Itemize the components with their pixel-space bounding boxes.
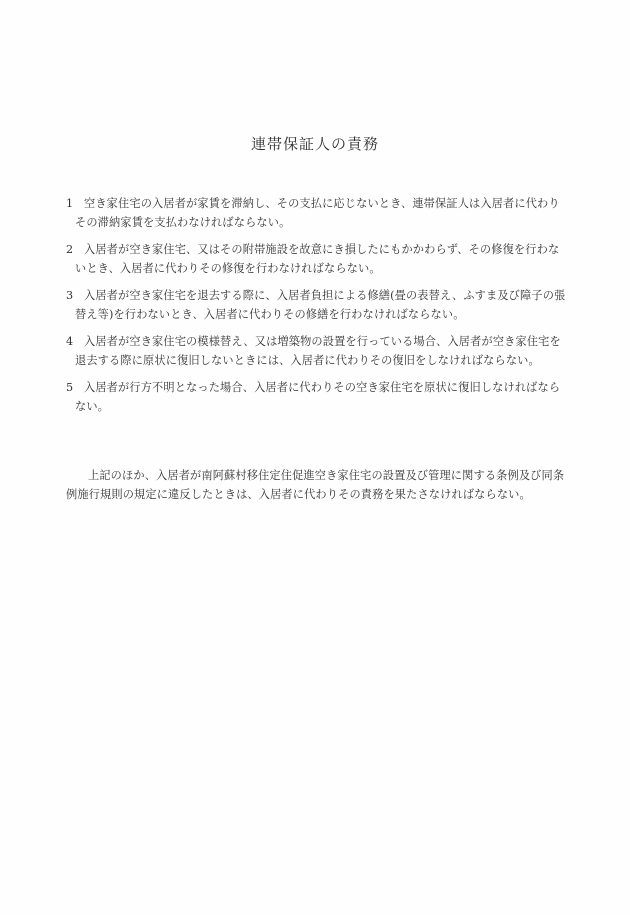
obligation-item — [66, 240, 566, 278]
item-number: 1 — [66, 197, 74, 210]
obligation-item — [66, 378, 566, 416]
item-text: 入居者が空き家住宅、又はその附帯施設を故意にき損したにもかかわらず、その修復を行わないとき、入居者に代わりその修復を行わなければならない。 — [75, 243, 560, 275]
item-number: 2 — [66, 243, 74, 256]
obligations-list — [66, 194, 566, 424]
obligation-item — [66, 332, 566, 370]
item-number: 3 — [66, 289, 74, 302]
obligation-item — [66, 194, 566, 232]
item-text: 入居者が空き家住宅を退去する際に、入居者負担による修繕(畳の表替え、ふすま及び障子の張替え等)を行わないとき、入居者に代わりその修繕を行わなければならない。 — [75, 289, 566, 321]
item-text: 入居者が行方不明となった場合、入居者に代わりその空き家住宅を原状に復旧しなければならない。 — [75, 381, 561, 413]
document-title: 連帯保証人の責務 — [250, 135, 379, 153]
item-number: 5 — [66, 381, 74, 394]
obligation-item — [66, 286, 566, 324]
item-number: 4 — [66, 335, 74, 348]
closing-paragraph: 上記のほか、入居者が南阿蘇村移住定住促進空き家住宅の設置及び管理に関する条例及び同条例施行規則の規定に違反したときは、入居者に代わりその責務を果たさなければならない。 — [66, 469, 565, 501]
item-text: 入居者が空き家住宅の模様替え、又は増築物の設置を行っている場合、入居者が空き家住宅を退去する際に原状に復旧しないときには、入居者に代わりその復旧をしなければならない。 — [75, 335, 561, 367]
item-text: 空き家住宅の入居者が家賃を滞納し、その支払に応じないとき、連帯保証人は入居者に代わりその滞納家賃を支払わなければならない。 — [75, 197, 560, 229]
